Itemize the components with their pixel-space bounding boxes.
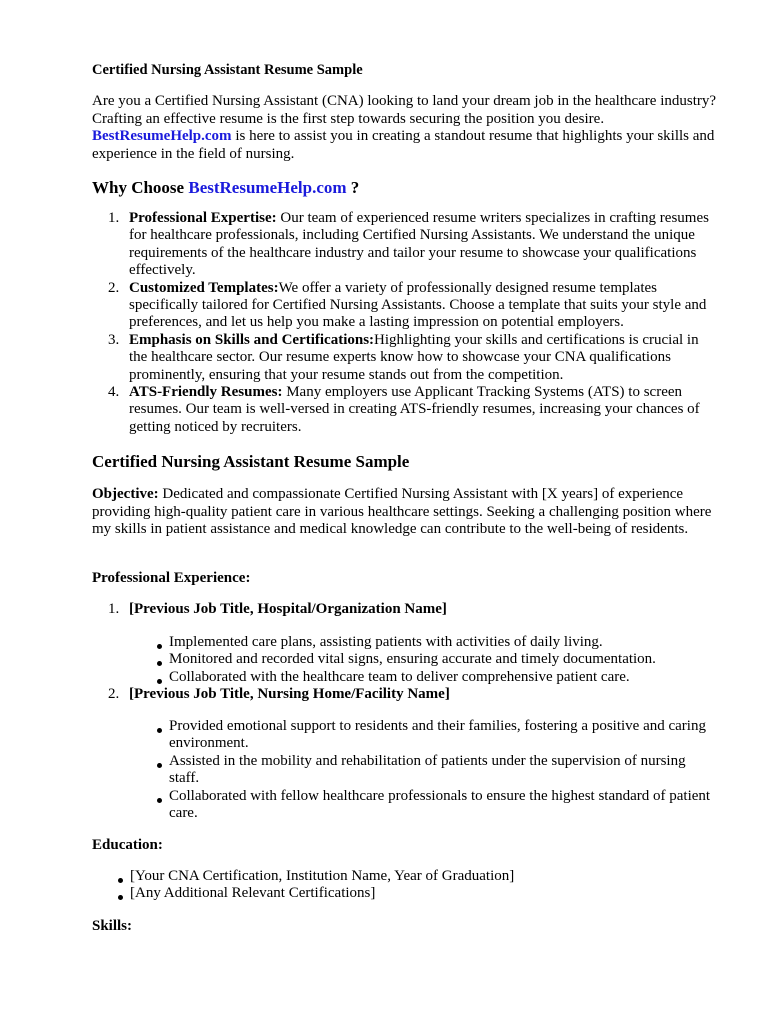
objective-text: Dedicated and compassionate Certified Nursing Assistant with [X years] of experience providing high-quality patient care in various healthcare settings. Seeking a challenging position where my skills in patient assistance and medical knowledge can contribute to the well-being of residents. [92, 486, 712, 537]
bullet-text: [Any Additional Relevant Certifications] [130, 885, 376, 902]
bullet-item [116, 868, 676, 885]
item-title: ATS-Friendly Resumes: [129, 384, 283, 401]
experience-label: Professional Experience: [92, 570, 251, 586]
bullet-item [155, 753, 715, 788]
job-bullets [155, 718, 715, 822]
item-text: Highlighting your skills and certifications is crucial in the healthcare sector. Our resume experts know how to showcase your CNA qualifications prominently, ensuring that your resume stands out from the competition. [129, 331, 699, 383]
education-list [116, 868, 676, 903]
item-text: We offer a variety of professionally designed resume templates specifically tailored for Certified Nursing Assistants. Choose a template that suits your style and preferences, and let us help you make a lasting impression on potential employers. [129, 279, 707, 331]
bullet-text: [Your CNA Certification, Institution Name, Year of Graduation] [130, 868, 515, 884]
bullet-text: Provided emotional support to residents and their families, fostering a positive and caring environment. [169, 718, 706, 752]
bullet-text: Collaborated with the healthcare team to deliver comprehensive patient care. [169, 668, 630, 685]
bullet-icon [157, 798, 162, 803]
bullet-icon [157, 728, 162, 733]
sample-heading: Certified Nursing Assistant Resume Sample [92, 452, 410, 471]
item-title: Emphasis on Skills and Certifications: [129, 331, 375, 348]
skills-label: Skills: [92, 918, 133, 934]
job-number: 1. [108, 601, 120, 617]
bullet-item [155, 718, 715, 753]
bullet-item [155, 788, 715, 823]
bestresumehelp-link[interactable]: BestResumeHelp.com [92, 128, 232, 144]
list-item [92, 280, 712, 332]
item-number: 4. [108, 384, 120, 401]
item-number: 1. [108, 210, 120, 226]
list-item [92, 332, 712, 384]
objective-paragraph [92, 486, 732, 539]
job-bullets [155, 634, 715, 686]
list-item [92, 384, 712, 436]
item-number: 2. [108, 279, 120, 296]
bullet-text: Monitored and recorded vital signs, ensuring accurate and timely documentation. [169, 651, 656, 668]
bullet-icon [118, 878, 123, 883]
job-title: [Previous Job Title, Hospital/Organization Name] [129, 601, 447, 617]
why-heading-suffix: ? [346, 178, 360, 197]
item-number: 3. [108, 331, 120, 348]
document-title: Certified Nursing Assistant Resume Sample [92, 62, 363, 78]
why-heading-link[interactable]: BestResumeHelp.com [188, 178, 347, 197]
bullet-icon [157, 763, 162, 768]
job-title: [Previous Job Title, Nursing Home/Facility Name] [129, 686, 450, 702]
why-choose-heading [92, 178, 359, 198]
bullet-text: Collaborated with fellow healthcare professionals to ensure the highest standard of patient care. [169, 787, 711, 822]
item-text: Many employers use Applicant Tracking Systems (ATS) to screen resumes. Our team is well-versed in creating ATS-friendly resumes, increasing your chances of getting noticed by recruiters. [129, 384, 700, 435]
bullet-text: Implemented care plans, assisting patients with activities of daily living. [169, 634, 603, 650]
intro-text: Are you a Certified Nursing Assistant (CNA) looking to land your dream job in the healthcare industry? Crafting an effective resume is the first step towards securing the position you desire. [92, 93, 717, 127]
item-title: Professional Expertise: [129, 210, 277, 226]
education-label: Education: [92, 837, 163, 853]
bullet-icon [157, 661, 162, 666]
bullet-item [155, 669, 715, 686]
item-title: Customized Templates: [129, 279, 279, 296]
bullet-item [155, 634, 715, 651]
bullet-icon [157, 644, 162, 649]
bullet-item [116, 885, 676, 902]
item-text: Our team of experienced resume writers specializes in crafting resumes for healthcare professionals, including Certified Nursing Assistants. We understand the unique requirements of the healthcare industry and tailor your resume to showcase your qualifications effectively. [129, 210, 709, 279]
bullet-icon [157, 679, 162, 684]
intro-text-after-link: is here to assist you in creating a standout resume that highlights your skills and experience in the field of nursing. [92, 128, 715, 162]
bullet-item [155, 651, 715, 668]
why-choose-list [92, 210, 712, 436]
why-heading-prefix: Why Choose [92, 178, 189, 197]
objective-label: Objective: [92, 486, 159, 502]
job-number: 2. [108, 686, 120, 702]
bullet-text: Assisted in the mobility and rehabilitation of patients under the supervision of nursing staff. [169, 752, 686, 787]
intro-paragraph [92, 93, 732, 163]
list-item [92, 210, 712, 280]
bullet-icon [118, 895, 123, 900]
